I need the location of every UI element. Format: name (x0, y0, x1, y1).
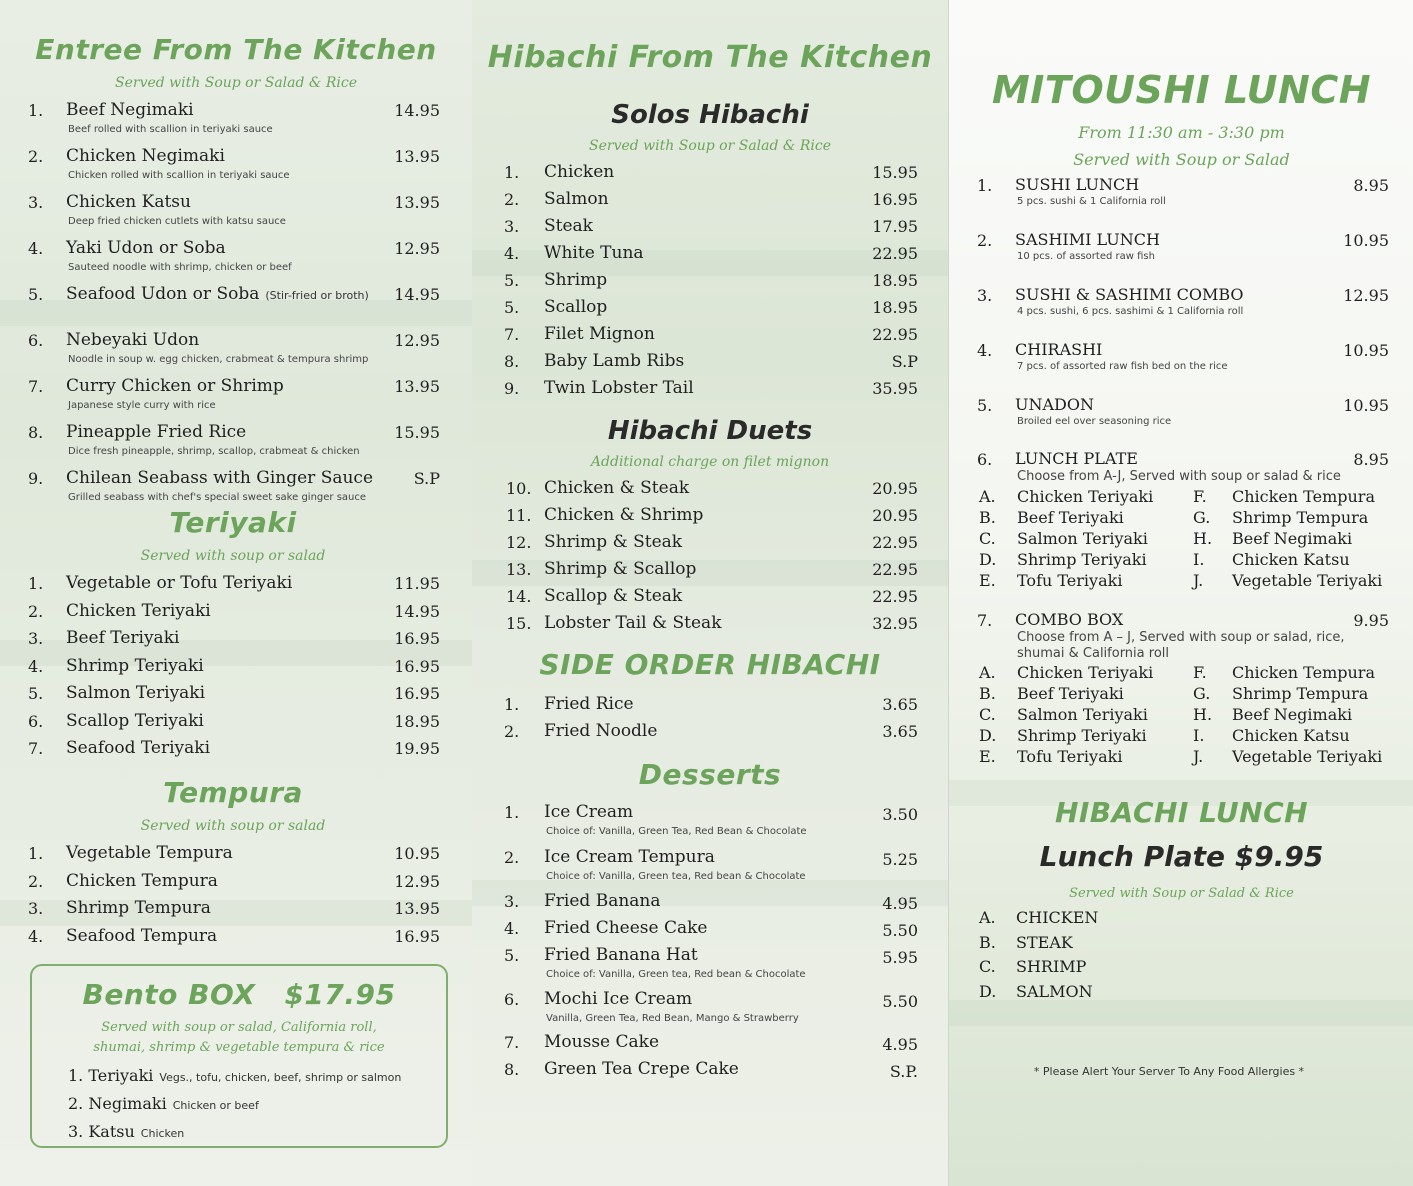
choice-letter: J. (1193, 571, 1204, 590)
combo-box-number: 7. (977, 611, 993, 630)
item-name (66, 376, 284, 396)
item-price: 19.95 (394, 739, 440, 758)
choice-name: Vegetable Teriyaki (1232, 747, 1383, 766)
item-price: 12.95 (394, 239, 440, 258)
item-name: Mochi Ice Cream (544, 989, 693, 1009)
item-number: 3. (504, 217, 520, 236)
item-name-text: Curry Chicken or Shrimp (66, 376, 284, 396)
item-price: 32.95 (872, 614, 918, 633)
item-number: 12. (506, 533, 532, 552)
item-number: 7. (28, 739, 44, 758)
item-name: Shrimp Tempura (66, 898, 211, 918)
panel-middle (472, 0, 948, 1186)
item-price: 13.95 (394, 377, 440, 396)
bento-price: $17.95 (284, 978, 396, 1011)
choice-letter: H. (1193, 529, 1213, 548)
item-name (66, 238, 226, 258)
bento-item (68, 1122, 184, 1141)
item-number: 4. (28, 926, 44, 946)
lunch-plate-price: 8.95 (1353, 450, 1389, 469)
choice-name: Tofu Teriyaki (1017, 747, 1123, 766)
item-description: Noodle in soup w. egg chicken, crabmeat & tempura shrimp (68, 354, 369, 365)
bento-item-desc: Chicken (140, 1127, 185, 1140)
item-name: Lobster Tail & Steak (544, 613, 722, 633)
choice-name: Chicken Katsu (1232, 726, 1350, 745)
item-number: 2. (504, 848, 520, 867)
item-price: 13.95 (394, 899, 440, 918)
item-price: 20.95 (872, 479, 918, 498)
bento-item-desc: Chicken or beef (172, 1099, 259, 1112)
item-name: Seafood Teriyaki (66, 738, 211, 758)
item-name-text: Chicken Negimaki (66, 146, 225, 166)
choice-name: Salmon Teriyaki (1017, 529, 1148, 548)
choice-letter: H. (1193, 705, 1213, 724)
item-note: (Stir-fried or broth) (265, 289, 369, 302)
choice-name: Beef Teriyaki (1017, 684, 1124, 703)
item-name: Shrimp & Scallop (544, 559, 697, 579)
item-number: 4. (977, 341, 993, 360)
choice-name: Salmon Teriyaki (1017, 705, 1148, 724)
item-description: Grilled seabass with chef's special sweet sake ginger sauce (68, 492, 367, 503)
entree-title: Entree From The Kitchen (35, 33, 437, 66)
item-number: 6. (504, 990, 520, 1009)
item-price: S.P. (889, 1062, 918, 1081)
item-price: 5.50 (882, 921, 918, 940)
item-price: 14.95 (394, 285, 440, 304)
mitoushi-subtitle: Served with Soup or Salad (1073, 150, 1290, 169)
item-description: 7 pcs. of assorted raw fish bed on the rice (1017, 361, 1228, 372)
item-number: 3. (28, 193, 44, 212)
item-name: Fried Noodle (544, 721, 658, 741)
item-price: 20.95 (872, 506, 918, 525)
choice-name: SALMON (1016, 981, 1093, 1001)
bento-item-label: 2. Negimaki (68, 1094, 167, 1113)
item-number: 7. (504, 325, 520, 344)
item-price: 10.95 (394, 844, 440, 863)
item-price: 22.95 (872, 587, 918, 606)
item-name: Chicken Tempura (66, 870, 218, 891)
item-price: 5.50 (882, 992, 918, 1011)
item-name: SUSHI LUNCH (1015, 175, 1140, 194)
choice-name: Vegetable Teriyaki (1232, 571, 1383, 590)
item-name: Shrimp & Steak (544, 532, 683, 552)
panel-left (0, 0, 472, 1186)
item-number: 7. (504, 1033, 520, 1052)
item-number: 1. (977, 176, 993, 195)
duets-subtitle: Additional charge on filet mignon (590, 454, 830, 470)
item-number: 5. (504, 271, 520, 290)
bento-item-label: 1. Teriyaki (68, 1066, 154, 1085)
panel-right (948, 0, 1413, 1186)
item-price: 15.95 (394, 423, 440, 442)
choice-letter: A. (979, 487, 996, 506)
item-name: Chicken & Steak (544, 478, 690, 498)
side-order-title: SIDE ORDER HIBACHI (539, 648, 881, 681)
choice-letter: E. (979, 571, 996, 590)
item-price: S.P (891, 352, 918, 371)
solos-subtitle: Served with Soup or Salad & Rice (589, 138, 831, 154)
item-number: 2. (28, 601, 44, 621)
item-price: 10.95 (1343, 231, 1389, 250)
item-name: Fried Banana Hat (544, 945, 698, 965)
choice-letter: F. (1193, 487, 1207, 506)
item-number: 15. (506, 614, 532, 633)
item-number: 1. (504, 803, 520, 822)
item-number: 7. (28, 377, 44, 396)
item-price: 16.95 (394, 656, 440, 676)
item-price: 12.95 (394, 331, 440, 350)
choice-letter: C. (979, 705, 996, 724)
hibachi-lunch-title: HIBACHI LUNCH (1054, 796, 1309, 829)
lunch-plate-number: 6. (977, 450, 993, 469)
choice-name: Chicken Teriyaki (1017, 487, 1154, 506)
item-number: 1. (28, 101, 44, 120)
item-name: SASHIMI LUNCH (1015, 230, 1160, 249)
choice-name: Beef Negimaki (1232, 705, 1353, 724)
item-name: Ice Cream Tempura (544, 847, 715, 867)
item-description: Sauteed noodle with shrimp, chicken or beef (68, 262, 292, 273)
teriyaki-subtitle: Served with soup or salad (140, 548, 326, 564)
item-price: 11.95 (394, 574, 440, 593)
choice-letter: A. (979, 908, 996, 927)
choice-name: Chicken Tempura (1232, 487, 1375, 506)
item-name: Shrimp (544, 270, 608, 290)
item-number: 14. (506, 587, 532, 606)
choice-letter: F. (1193, 663, 1207, 682)
item-number: 1. (504, 695, 520, 714)
item-name: Vegetable or Tofu Teriyaki (66, 573, 293, 593)
allergy-note: * Please Alert Your Server To Any Food Allergies * (1033, 1065, 1305, 1078)
item-price: 8.95 (1353, 176, 1389, 195)
mitoushi-hours: From 11:30 am - 3:30 pm (1078, 123, 1285, 142)
item-number: 3. (977, 286, 993, 305)
item-number: 4. (504, 244, 520, 263)
combo-box-desc-2: shumai & California roll (1017, 646, 1169, 661)
item-price: 22.95 (872, 533, 918, 552)
item-description: Chicken rolled with scallion in teriyaki sauce (68, 170, 290, 181)
item-price: 22.95 (872, 244, 918, 263)
item-number: 1. (28, 574, 44, 593)
item-name: White Tuna (544, 243, 644, 263)
item-price: 10.95 (1343, 396, 1389, 415)
item-number: 9. (28, 469, 44, 488)
bento-item (68, 1066, 401, 1085)
bento-item-label: 3. Katsu (68, 1122, 135, 1141)
item-name: Scallop (544, 297, 608, 317)
item-name: Shrimp Teriyaki (66, 655, 204, 676)
item-description: Choice of: Vanilla, Green Tea, Red Bean & Chocolate (546, 826, 807, 837)
item-number: 5. (504, 946, 520, 965)
hibachi-title: Hibachi From The Kitchen (487, 40, 933, 75)
choice-letter: J. (1193, 747, 1204, 766)
item-price: 4.95 (882, 894, 918, 913)
choice-name: SHRIMP (1016, 957, 1087, 976)
choice-name: Chicken Teriyaki (1017, 663, 1154, 682)
item-description: Dice fresh pineapple, shrimp, scallop, crabmeat & chicken (68, 446, 360, 457)
mitoushi-title: MITOUSHI LUNCH (991, 68, 1372, 112)
item-number: 2. (977, 231, 993, 250)
item-description: Choice of: Vanilla, Green tea, Red bean & Chocolate (546, 969, 806, 980)
item-name: Mousse Cake (544, 1032, 660, 1052)
choice-name: Chicken Katsu (1232, 550, 1350, 569)
item-price: 10.95 (1343, 341, 1389, 360)
item-number: 2. (504, 722, 520, 741)
duets-title: Hibachi Duets (607, 416, 813, 446)
item-number: 3. (28, 899, 44, 918)
item-number: 13. (506, 560, 532, 579)
item-name-text: Chicken Katsu (66, 192, 191, 212)
choice-letter: C. (979, 957, 996, 976)
item-price: 16.95 (394, 629, 440, 648)
choice-letter: D. (979, 550, 997, 569)
choice-letter: D. (979, 726, 997, 745)
item-name: Seafood Tempura (66, 925, 218, 946)
combo-box-desc-1: Choose from A – J, Served with soup or salad, rice, (1017, 630, 1345, 645)
item-price: 16.95 (872, 190, 918, 209)
item-price: 3.65 (882, 695, 918, 714)
item-name (66, 422, 246, 442)
item-description: Broiled eel over seasoning rice (1017, 416, 1172, 427)
item-price: 3.65 (882, 722, 918, 741)
item-price: 15.95 (872, 163, 918, 182)
item-name: Steak (544, 216, 593, 236)
item-number: 5. (28, 285, 44, 304)
item-name: Vegetable Tempura (66, 843, 233, 863)
item-price: 12.95 (1343, 286, 1389, 305)
item-name-text: Seafood Udon or Soba (66, 284, 260, 304)
item-number: 5. (28, 684, 44, 703)
bento-heading (32, 978, 446, 1011)
item-price: 35.95 (872, 379, 918, 398)
item-name: Beef Teriyaki (66, 628, 180, 648)
choice-name: STEAK (1016, 932, 1073, 952)
item-number: 8. (504, 1060, 520, 1079)
item-description: 5 pcs. sushi & 1 California roll (1017, 196, 1166, 207)
desserts-title: Desserts (638, 758, 782, 791)
lunch-plate-desc: Choose from A-J, Served with soup or salad & rice (1017, 469, 1341, 484)
item-number: 3. (28, 629, 44, 648)
item-name: Fried Banana (544, 891, 661, 911)
item-price: 18.95 (872, 271, 918, 290)
item-price: S.P (413, 469, 440, 488)
bento-item (68, 1094, 259, 1113)
tempura-title: Tempura (163, 776, 303, 809)
item-price: 17.95 (872, 217, 918, 236)
item-description: 10 pcs. of assorted raw fish (1017, 251, 1155, 262)
item-name: Scallop & Steak (544, 586, 683, 606)
item-number: 6. (28, 711, 44, 731)
item-name-text: Chilean Seabass with Ginger Sauce (66, 468, 374, 488)
solos-title: Solos Hibachi (611, 100, 809, 130)
choice-name: Beef Teriyaki (1017, 508, 1124, 527)
item-name-text: Nebeyaki Udon (66, 330, 200, 350)
item-name: Ice Cream (544, 802, 634, 822)
item-price: 14.95 (394, 601, 440, 621)
choice-name: Shrimp Teriyaki (1017, 550, 1147, 569)
choice-letter: I. (1193, 550, 1205, 569)
choice-letter: D. (979, 981, 997, 1001)
item-description: Beef rolled with scallion in teriyaki sauce (68, 124, 273, 135)
choice-name: Tofu Teriyaki (1017, 571, 1123, 590)
bento-box (30, 964, 448, 1148)
item-number: 2. (504, 190, 520, 209)
item-number: 1. (504, 163, 520, 182)
item-name: Salmon Teriyaki (66, 683, 206, 703)
entree-subtitle: Served with Soup or Salad & Rice (115, 75, 357, 91)
item-price: 4.95 (882, 1035, 918, 1054)
combo-box-price: 9.95 (1353, 611, 1389, 630)
item-price: 22.95 (872, 325, 918, 344)
item-price: 5.95 (882, 948, 918, 967)
choice-letter: C. (979, 529, 996, 548)
hibachi-lunch-plate: Lunch Plate $9.95 (1039, 840, 1324, 873)
item-number: 4. (28, 239, 44, 258)
choice-letter: G. (1193, 684, 1211, 703)
bento-item-desc: Vegs., tofu, chicken, beef, shrimp or salmon (159, 1071, 402, 1084)
choice-letter: B. (979, 508, 996, 527)
bento-title: Bento BOX (82, 978, 256, 1011)
item-number: 10. (506, 479, 532, 498)
bento-subtitle-1: Served with soup or salad, California roll, (101, 1020, 377, 1035)
tempura-subtitle: Served with soup or salad (140, 818, 326, 834)
item-number: 5. (504, 298, 520, 317)
item-price: 5.25 (882, 850, 918, 869)
item-name: Baby Lamb Ribs (544, 351, 685, 371)
item-price: 12.95 (394, 871, 440, 891)
item-name (66, 100, 194, 120)
item-price: 13.95 (394, 193, 440, 212)
item-number: 2. (28, 871, 44, 891)
choice-name: CHICKEN (1016, 908, 1099, 927)
item-price: 18.95 (872, 298, 918, 317)
choice-name: Shrimp Teriyaki (1017, 726, 1147, 745)
teriyaki-title: Teriyaki (169, 506, 297, 539)
item-name (66, 330, 199, 350)
item-name-text: Beef Negimaki (66, 100, 194, 120)
item-name: Chicken Teriyaki (66, 600, 211, 621)
item-price: 18.95 (394, 711, 440, 731)
item-name (66, 146, 225, 166)
item-number: 8. (28, 423, 44, 442)
choice-letter: B. (979, 684, 996, 703)
item-name: Fried Rice (544, 694, 634, 714)
item-name: Scallop Teriyaki (66, 710, 204, 731)
item-name: Twin Lobster Tail (544, 378, 694, 398)
item-description: Choice of: Vanilla, Green tea, Red bean & Chocolate (546, 871, 806, 882)
item-price: 13.95 (394, 147, 440, 166)
item-number: 8. (504, 352, 520, 371)
item-number: 6. (28, 331, 44, 350)
item-number: 3. (504, 892, 520, 911)
choice-letter: A. (979, 663, 996, 682)
item-description: 4 pcs. sushi, 6 pcs. sashimi & 1 California roll (1017, 306, 1244, 317)
item-name-text: Pineapple Fried Rice (66, 422, 247, 442)
item-name (66, 284, 369, 304)
item-name-text: Yaki Udon or Soba (66, 238, 226, 258)
choice-letter: E. (979, 747, 996, 766)
item-name: Chicken (544, 162, 615, 182)
item-description: Deep fried chicken cutlets with katsu sauce (68, 216, 286, 227)
item-name: SUSHI & SASHIMI COMBO (1015, 285, 1244, 304)
item-price: 16.95 (394, 684, 440, 703)
choice-name: Beef Negimaki (1232, 529, 1353, 548)
choice-letter: B. (979, 932, 996, 952)
item-price: 16.95 (394, 926, 440, 946)
item-description: Vanilla, Green Tea, Red Bean, Mango & Strawberry (546, 1013, 799, 1024)
item-number: 4. (504, 919, 520, 938)
item-name: Green Tea Crepe Cake (544, 1059, 739, 1079)
item-name: Salmon (544, 189, 609, 209)
item-price: 3.50 (882, 805, 918, 824)
item-name: Fried Cheese Cake (544, 918, 708, 938)
item-number: 5. (977, 396, 993, 415)
choice-name: Chicken Tempura (1232, 663, 1375, 682)
item-number: 9. (504, 379, 520, 398)
item-description: Japanese style curry with rice (68, 400, 216, 411)
item-number: 2. (28, 147, 44, 166)
item-price: 22.95 (872, 560, 918, 579)
hibachi-lunch-subtitle: Served with Soup or Salad & Rice (1069, 886, 1294, 901)
choice-letter: G. (1193, 508, 1211, 527)
item-name: Chicken & Shrimp (544, 505, 704, 525)
item-number: 1. (28, 844, 44, 863)
bento-subtitle-2: shumai, shrimp & vegetable tempura & rice (93, 1040, 385, 1055)
choice-name: Shrimp Tempura (1232, 508, 1369, 527)
item-name: CHIRASHI (1015, 340, 1103, 359)
combo-box-name: COMBO BOX (1015, 610, 1124, 629)
item-name: UNADON (1015, 395, 1094, 414)
item-name (66, 192, 191, 212)
item-number: 4. (28, 656, 44, 676)
item-number: 11. (506, 506, 532, 525)
item-name: Filet Mignon (544, 324, 655, 344)
choice-letter: I. (1193, 726, 1205, 745)
choice-name: Shrimp Tempura (1232, 684, 1369, 703)
item-price: 14.95 (394, 101, 440, 120)
lunch-plate-name: LUNCH PLATE (1015, 449, 1138, 468)
item-name (66, 468, 373, 488)
